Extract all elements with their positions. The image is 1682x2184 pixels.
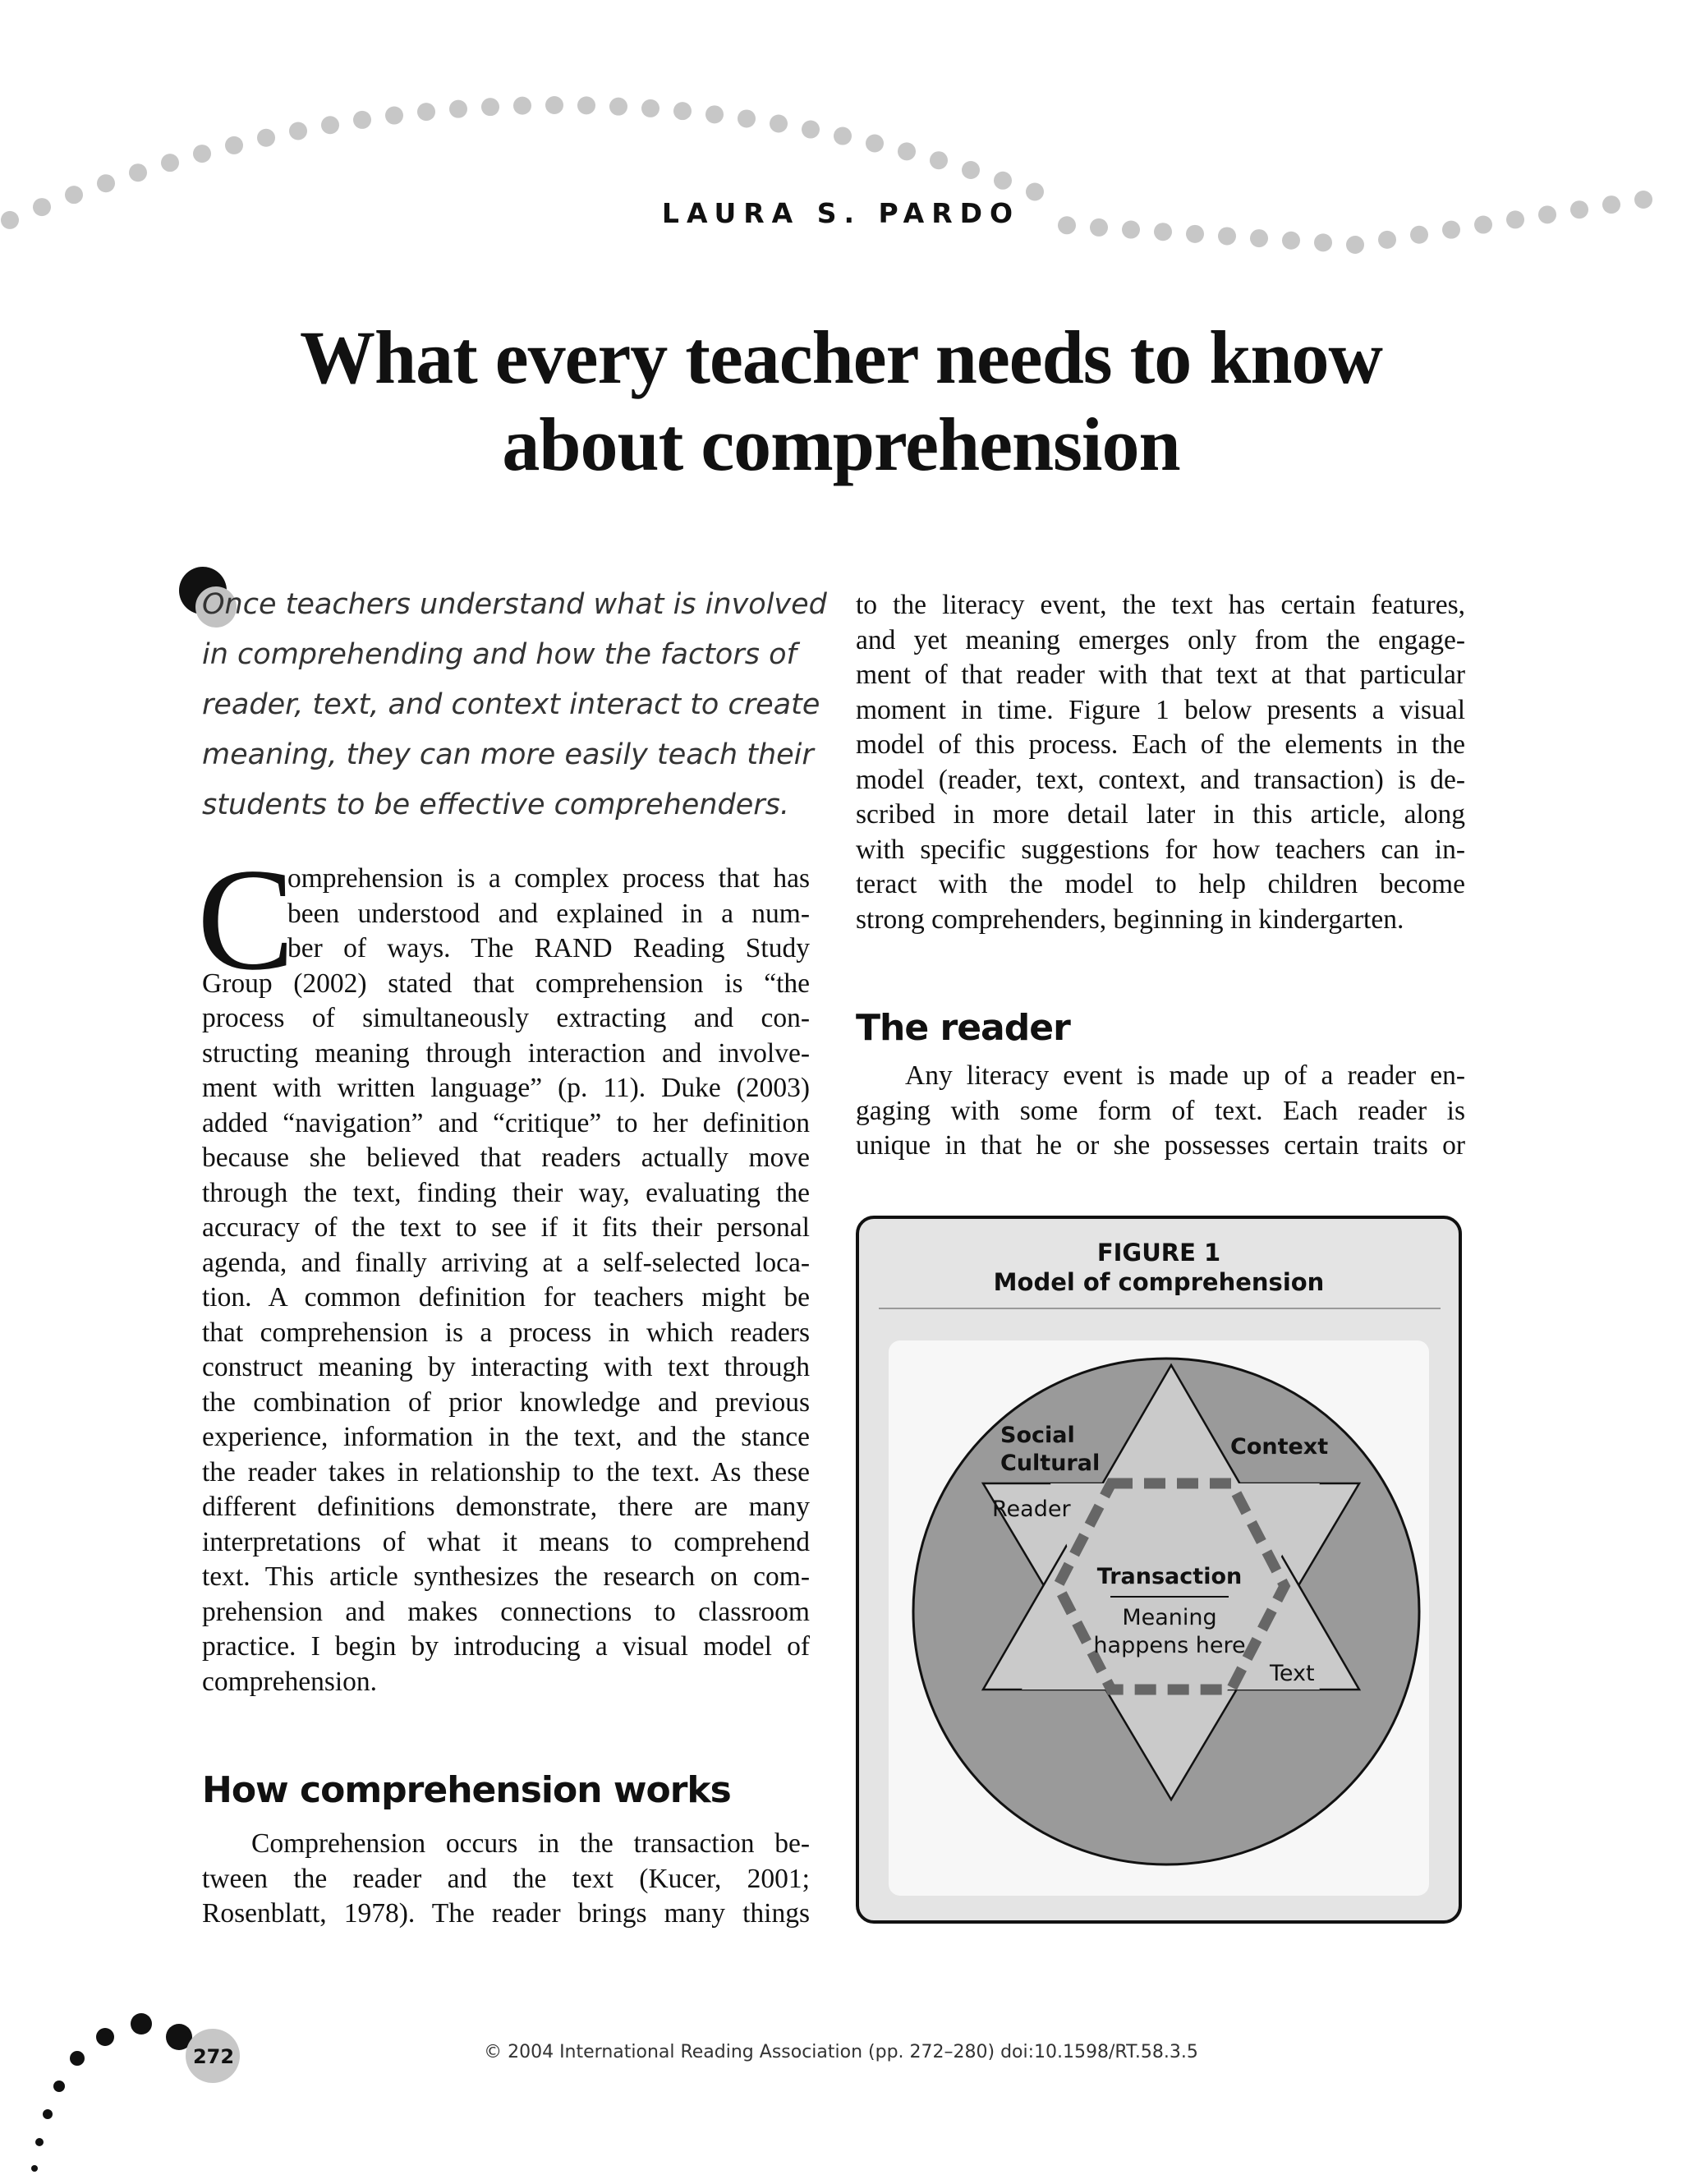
text-line: structing meaning through interaction and involve- bbox=[202, 1037, 810, 1069]
label-text: Text bbox=[1270, 1661, 1315, 1686]
corner-dot bbox=[53, 2081, 65, 2092]
text-line: Rosenblatt, 1978). The reader brings many things bbox=[202, 1898, 810, 1929]
article-title bbox=[0, 314, 1682, 488]
wave-dot bbox=[994, 172, 1012, 190]
wave-dot bbox=[641, 99, 659, 117]
corner-dot bbox=[131, 2013, 152, 2035]
text-line: Any literacy event is made up of a reader en- bbox=[905, 1060, 1465, 1091]
text-line: comprehension. bbox=[202, 1666, 378, 1697]
wave-dot bbox=[1346, 236, 1364, 254]
text-line: gaging with some form of text. Each reader is bbox=[856, 1095, 1465, 1126]
text-line: that comprehension is a process in which readers bbox=[202, 1317, 810, 1348]
text-line: practice. I begin by introducing a visual model of bbox=[202, 1631, 810, 1662]
figure-label: FIGURE 1 bbox=[1096, 1239, 1221, 1267]
continued-paragraph bbox=[856, 588, 1465, 937]
label-happens-here: happens here bbox=[1093, 1633, 1246, 1658]
corner-dot bbox=[35, 2138, 44, 2146]
lead-line: meaning, they can more easily teach their bbox=[202, 738, 814, 771]
text-line: strong comprehenders, beginning in kindergarten. bbox=[856, 903, 1404, 935]
wave-dot bbox=[770, 115, 788, 133]
wave-dot bbox=[161, 154, 179, 172]
text-line: interpretations of what it means to comprehend bbox=[202, 1526, 810, 1557]
wave-dot bbox=[866, 134, 884, 152]
corner-dot bbox=[43, 2109, 53, 2119]
wave-dot bbox=[834, 127, 852, 145]
wave-dot bbox=[353, 111, 371, 129]
wave-dot bbox=[257, 129, 275, 147]
text-line: tween the reader and the text (Kucer, 2001; bbox=[202, 1863, 810, 1894]
section-heading-how-comprehension-works: How comprehension works bbox=[202, 1769, 731, 1811]
author-name: LAURA S. PARDO bbox=[661, 197, 1021, 229]
wave-dot bbox=[1378, 231, 1396, 249]
text-line: Group (2002) stated that comprehension is “the bbox=[202, 968, 810, 999]
text-line: agenda, and finally arriving at a self-selected loca- bbox=[202, 1247, 810, 1278]
label-transaction: Transaction bbox=[1096, 1564, 1243, 1589]
wave-dot bbox=[898, 142, 916, 160]
wave-dot bbox=[1282, 232, 1300, 250]
label-cultural: Cultural bbox=[1000, 1451, 1101, 1476]
text-line: because she believed that readers actually move bbox=[202, 1143, 810, 1173]
text-line: tion. A common definition for teachers might be bbox=[202, 1282, 810, 1313]
text-line: and yet meaning emerges only from the engage- bbox=[856, 624, 1465, 655]
wave-dot bbox=[1218, 227, 1236, 245]
wave-dot bbox=[577, 96, 595, 114]
label-context: Context bbox=[1230, 1434, 1329, 1460]
figure-divider bbox=[879, 1308, 1441, 1309]
comprehension-model-diagram bbox=[889, 1340, 1429, 1896]
wave-dot bbox=[449, 100, 467, 118]
section-heading-the-reader: The reader bbox=[856, 1007, 1070, 1049]
text-line: added “navigation” and “critique” to her definition bbox=[202, 1107, 810, 1138]
text-line: through the text, finding their way, evaluating the bbox=[202, 1177, 810, 1208]
text-line: process of simultaneously extracting and con- bbox=[202, 1003, 810, 1033]
text-line: to the literacy event, the text has certain features, bbox=[856, 590, 1465, 620]
label-social: Social bbox=[1000, 1423, 1075, 1448]
text-line: different definitions demonstrate, there are many bbox=[202, 1492, 810, 1522]
lead-line: reader, text, and context interact to create bbox=[202, 688, 820, 721]
wave-dot bbox=[545, 96, 563, 114]
intro-paragraph bbox=[202, 862, 810, 1699]
wave-dot bbox=[417, 103, 435, 121]
text-line: unique in that he or she possesses certain traits or bbox=[856, 1130, 1465, 1161]
text-line: scribed in more detail later in this article, along bbox=[856, 799, 1465, 830]
corner-dot bbox=[31, 2165, 38, 2172]
wave-dot bbox=[225, 136, 243, 154]
figure-1 bbox=[856, 1216, 1462, 1924]
wave-dot bbox=[481, 98, 499, 116]
wave-dot bbox=[1314, 233, 1332, 251]
copyright-footer: © 2004 International Reading Association (pp. 272–280) doi:10.1598/RT.58.3.5 bbox=[484, 2042, 1198, 2062]
text-line: ment of that reader with that text at that particular bbox=[856, 660, 1465, 690]
text-line: accuracy of the text to see if it fits their personal bbox=[202, 1212, 810, 1243]
wave-dot bbox=[802, 121, 820, 139]
lead-paragraph bbox=[202, 580, 826, 830]
wave-dot bbox=[193, 145, 211, 163]
text-line: experience, information in the text, and the stance bbox=[202, 1422, 810, 1452]
figure-panel bbox=[889, 1340, 1429, 1896]
text-line: ment with written language” (p. 11). Duke (2003) bbox=[202, 1073, 810, 1103]
text-line: model (reader, text, context, and transaction) is de- bbox=[856, 764, 1465, 795]
text-line: the combination of prior knowledge and previous bbox=[202, 1386, 810, 1418]
title-line-2: about comprehension bbox=[502, 402, 1180, 486]
text-line: omprehension is a complex process that has bbox=[287, 863, 810, 894]
text-line: teract with the model to help children become bbox=[856, 869, 1465, 899]
wave-dot bbox=[930, 151, 948, 169]
text-line: with specific suggestions for how teachers can in- bbox=[856, 834, 1465, 865]
wave-dot bbox=[962, 161, 980, 179]
wave-dot bbox=[705, 105, 724, 123]
the-reader-paragraph bbox=[856, 1059, 1465, 1164]
wave-dot bbox=[513, 97, 531, 115]
label-meaning: Meaning bbox=[1122, 1605, 1217, 1630]
lead-line: students to be effective comprehenders. bbox=[202, 789, 789, 821]
wave-dot bbox=[673, 102, 692, 120]
how-comprehension-paragraph bbox=[202, 1827, 810, 1932]
title-line-1: What every teacher needs to know bbox=[300, 315, 1382, 399]
text-line: prehension and makes connections to classroom bbox=[202, 1596, 810, 1627]
text-line: construct meaning by interacting with text through bbox=[202, 1352, 810, 1382]
wave-dot bbox=[1250, 229, 1268, 247]
text-line: moment in time. Figure 1 below presents a visual bbox=[856, 694, 1465, 725]
lead-line: Once teachers understand what is involved bbox=[202, 588, 827, 621]
text-line: ber of ways. The RAND Reading Study bbox=[287, 933, 810, 963]
page-number: 272 bbox=[192, 2045, 235, 2068]
wave-dot bbox=[385, 107, 403, 125]
lead-line: in comprehending and how the factors of bbox=[202, 638, 797, 671]
wave-dot bbox=[129, 163, 147, 182]
wave-dot bbox=[738, 109, 756, 127]
drop-cap: C bbox=[197, 838, 295, 1000]
text-line: text. This article synthesizes the research on com- bbox=[202, 1561, 810, 1592]
wave-dot bbox=[97, 174, 115, 192]
text-line: model of this process. Each of the elements in the bbox=[856, 729, 1465, 760]
text-line: Comprehension occurs in the transaction be- bbox=[251, 1828, 810, 1859]
text-line: been understood and explained in a num- bbox=[287, 898, 810, 929]
wave-dot bbox=[289, 122, 307, 140]
label-reader: Reader bbox=[992, 1497, 1071, 1522]
wave-dot bbox=[321, 116, 339, 134]
text-line: the reader takes in relationship to the text. As these bbox=[202, 1456, 810, 1487]
wave-dot bbox=[609, 98, 627, 116]
figure-title: Model of comprehension bbox=[993, 1268, 1325, 1296]
